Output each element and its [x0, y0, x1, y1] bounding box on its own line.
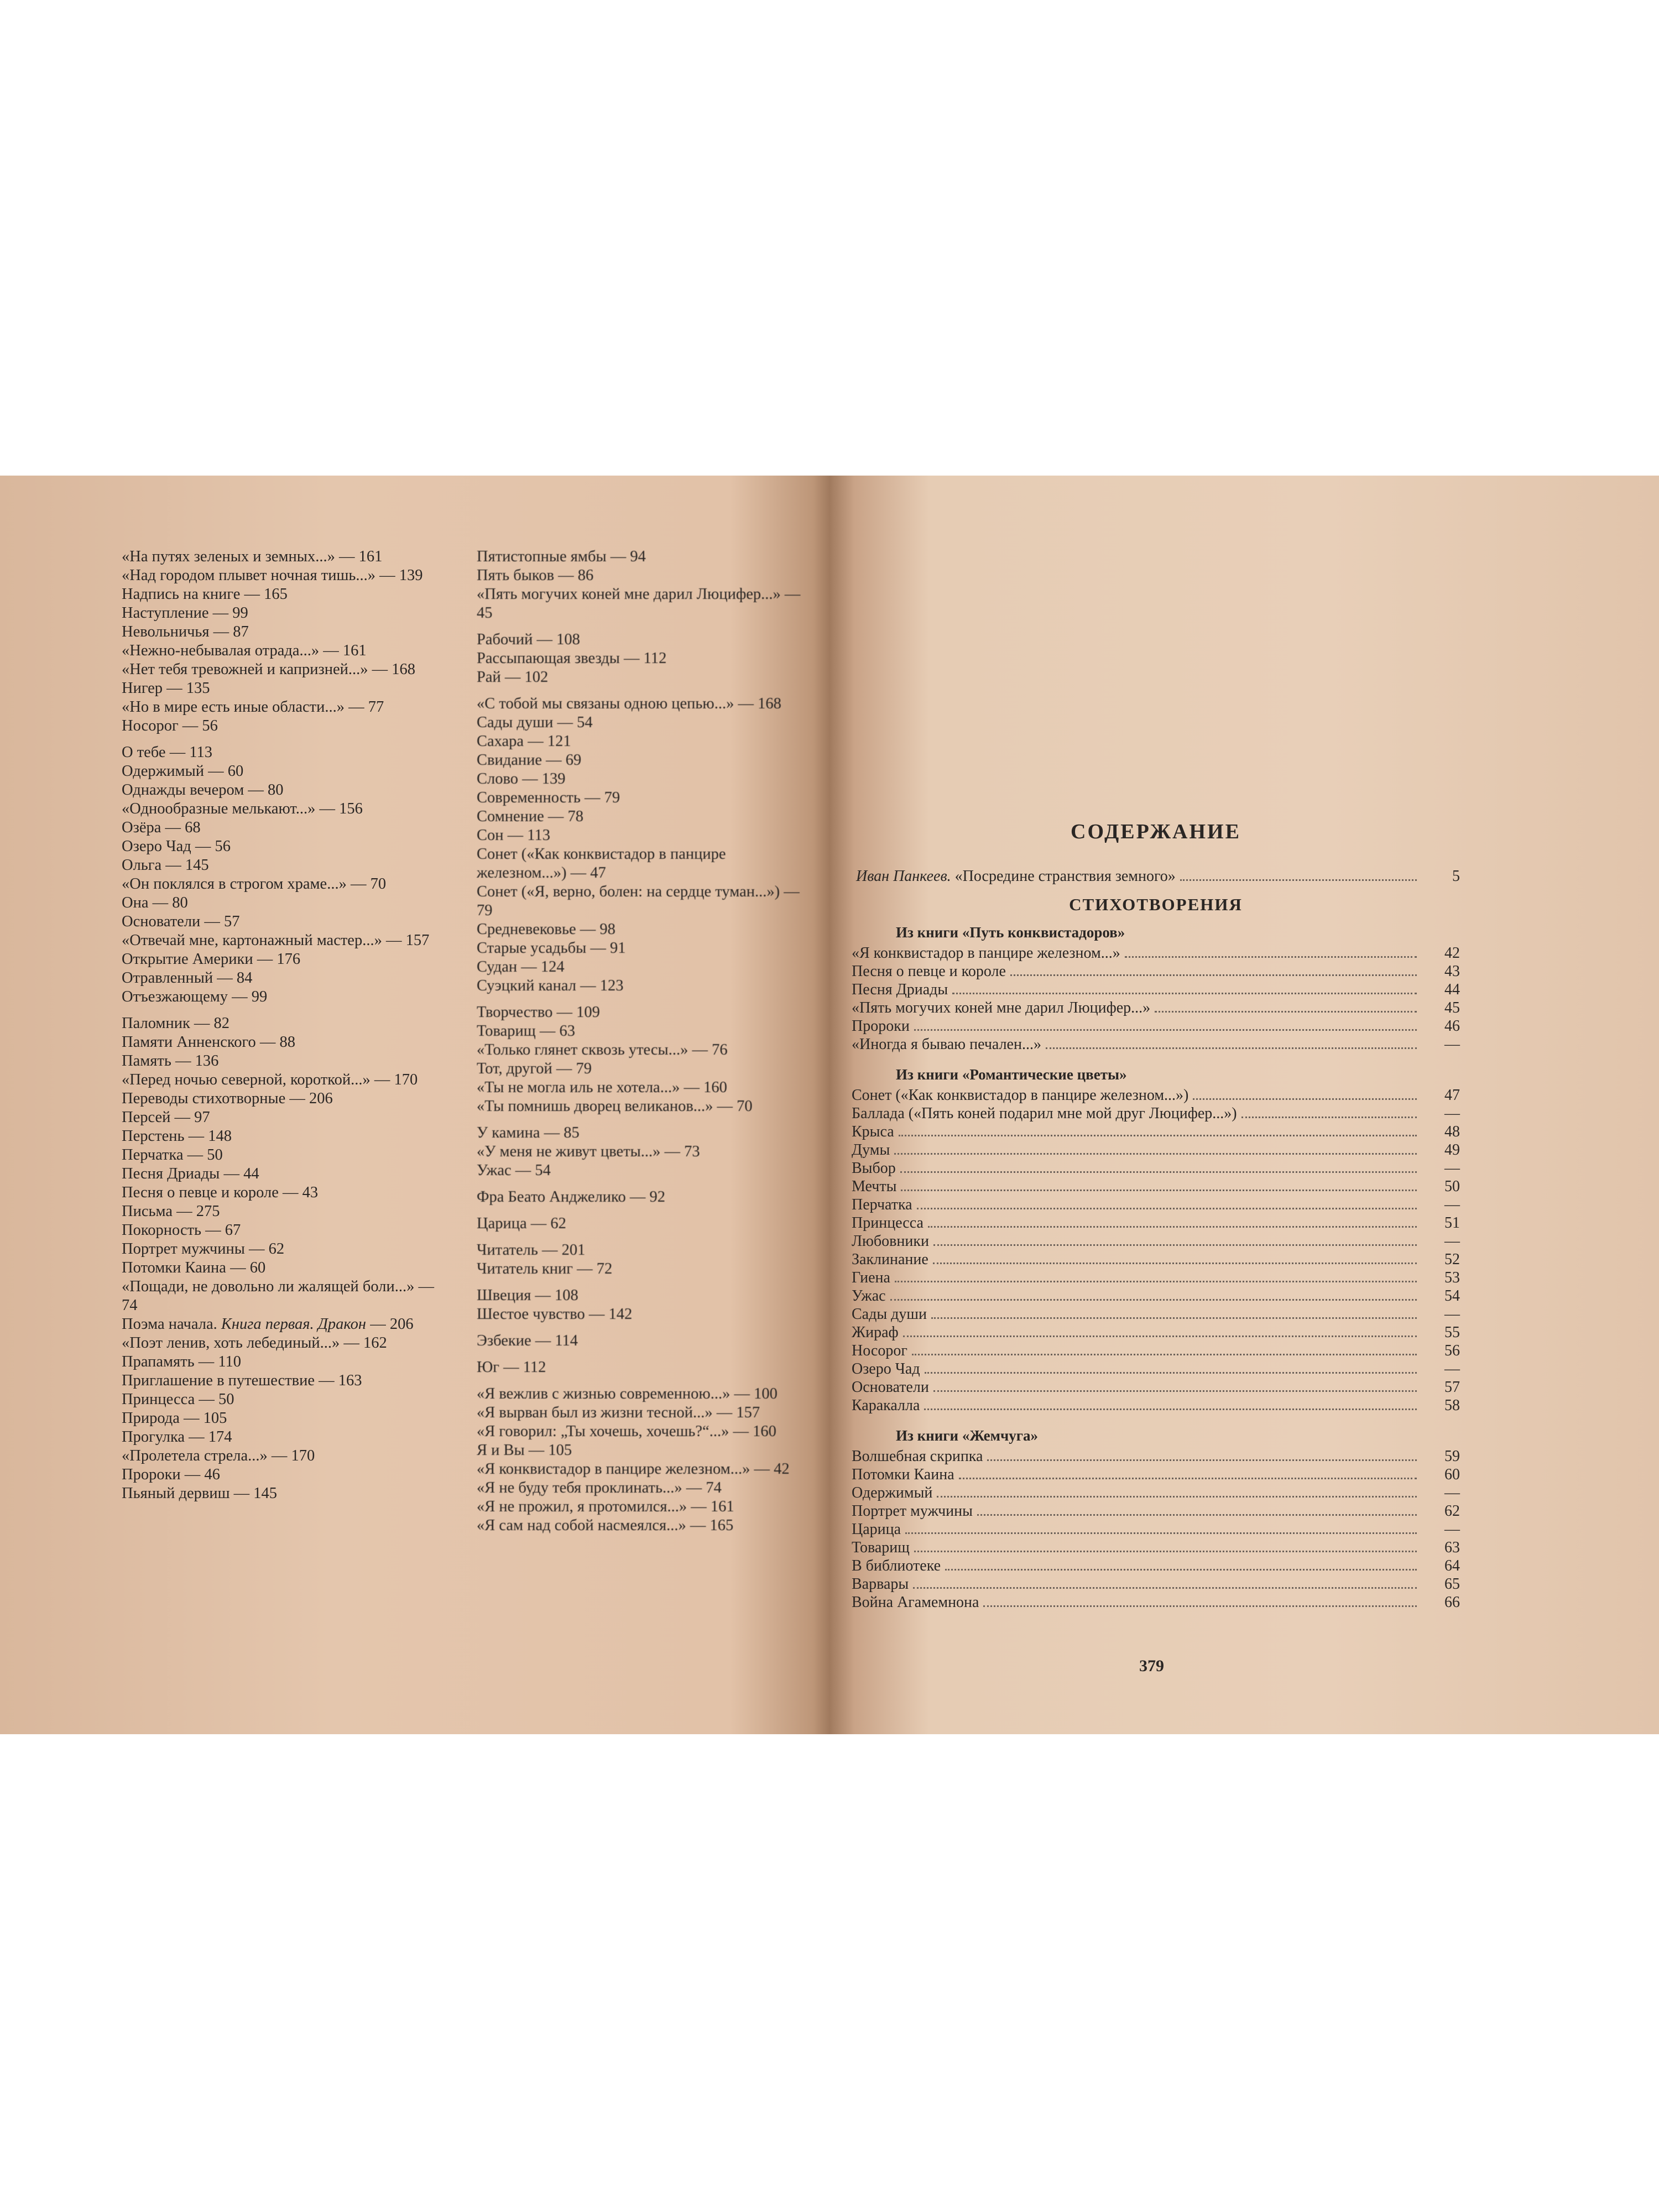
- toc-entry-title: Заклинание: [852, 1251, 928, 1268]
- index-entry: Читатель книг — 72: [477, 1260, 613, 1277]
- index-entry: Сон — 113: [477, 827, 550, 844]
- dot-leader: [987, 1459, 1417, 1461]
- index-column-1: [122, 547, 453, 1503]
- toc-entry-page: —: [1444, 1160, 1460, 1177]
- toc-entry-page: 54: [1444, 1287, 1460, 1305]
- toc-entry: [852, 1017, 1460, 1035]
- toc-intro-entry: [852, 867, 1460, 885]
- index-entry: Озеро Чад — 56: [122, 838, 231, 855]
- dot-leader: [937, 1496, 1417, 1498]
- dot-leader: [890, 1299, 1417, 1301]
- index-entry: «Я не буду тебя проклинать...» — 74: [477, 1479, 722, 1496]
- contents-list: [852, 867, 1460, 1611]
- dot-leader: [913, 1587, 1417, 1589]
- index-entry: [122, 1315, 453, 1334]
- index-entry: Средневековье — 98: [477, 921, 615, 938]
- toc-entry-title: Жираф: [852, 1324, 899, 1341]
- toc-entry-title: Сады души: [852, 1306, 927, 1323]
- toc-entry: [852, 962, 1460, 980]
- toc-entry: [852, 1520, 1460, 1538]
- toc-entry: [852, 1593, 1460, 1611]
- index-entry: Эзбекие — 114: [477, 1332, 578, 1349]
- index-entry: Пророки — 46: [122, 1466, 220, 1483]
- index-entry: Фра Беато Анджелико — 92: [477, 1188, 665, 1206]
- dot-leader: [933, 1244, 1417, 1246]
- index-entry: Творчество — 109: [477, 1004, 600, 1021]
- toc-entry: [852, 1177, 1460, 1196]
- index-entry: «Отвечай мне, картонажный мастер...» — 157: [122, 932, 430, 949]
- toc-entry-page: 49: [1444, 1141, 1460, 1159]
- toc-entry-title: Гиена: [852, 1269, 890, 1286]
- dot-leader: [899, 1135, 1417, 1136]
- toc-entry-title: Каракалла: [852, 1397, 920, 1414]
- right-page-contents: [852, 476, 1659, 1734]
- index-entry: Судан — 124: [477, 958, 565, 975]
- toc-entry: [852, 1378, 1460, 1396]
- index-entry: Основатели — 57: [122, 913, 240, 930]
- book-heading: Из книги «Жемчуга»: [896, 1427, 1039, 1444]
- index-entry: Одержимый — 60: [122, 763, 244, 780]
- index-entry: «Перед ночью северной, короткой...» — 170: [122, 1071, 418, 1088]
- toc-entry-title: Песня Дриады: [852, 981, 948, 998]
- toc-entry-page: 65: [1444, 1575, 1460, 1593]
- dot-leader: [912, 1354, 1417, 1355]
- toc-entry-title: Одержимый: [852, 1484, 933, 1501]
- index-entry: Нигер — 135: [122, 680, 210, 697]
- index-entry: Шестое чувство — 142: [477, 1306, 633, 1323]
- index-entry: Письма — 275: [122, 1203, 220, 1220]
- index-entry: «Он поклялся в строгом храме...» — 70: [122, 875, 387, 893]
- toc-entry-page: 64: [1444, 1557, 1460, 1574]
- index-entry: «Ты помнишь дворец великанов...» — 70: [477, 1098, 753, 1115]
- index-entry: «На путях зеленых и земных...» — 161: [122, 548, 383, 565]
- index-entry: Швеция — 108: [477, 1287, 578, 1304]
- toc-entry-title: Ужас: [852, 1287, 886, 1305]
- toc-entry-title: Волшебная скрипка: [852, 1448, 983, 1465]
- index-entry: Сахара — 121: [477, 733, 571, 750]
- toc-entry-title: Портрет мужчины: [852, 1503, 973, 1520]
- toc-entry-title: Озеро Чад: [852, 1360, 920, 1378]
- toc-entry: [852, 1575, 1460, 1593]
- books-container: [852, 924, 1460, 1611]
- toc-entry: [852, 1502, 1460, 1520]
- index-entry: Слово — 139: [477, 770, 566, 787]
- index-entry: Озёра — 68: [122, 819, 201, 836]
- contents-title: СОДЕРЖАНИЕ: [1071, 820, 1241, 843]
- index-entry: «Нет тебя тревожней и капризней...» — 168: [122, 661, 416, 678]
- index-entry: Рай — 102: [477, 669, 549, 686]
- toc-entry-page: 44: [1444, 981, 1460, 998]
- dot-leader: [924, 1408, 1417, 1410]
- index-entry: Природа — 105: [122, 1410, 227, 1427]
- dot-leader: [933, 1262, 1417, 1264]
- index-entry: Отравленный — 84: [122, 969, 253, 987]
- index-entry: Перстень — 148: [122, 1128, 232, 1145]
- index-entry: «Ты не могла иль не хотела...» — 160: [477, 1079, 727, 1096]
- toc-entry-title: Основатели: [852, 1379, 929, 1396]
- toc-entry-page: 59: [1444, 1448, 1460, 1465]
- index-entry: «Пощади, не довольно ли жалящей боли...» — 74: [122, 1278, 435, 1314]
- toc-entry-page: 60: [1444, 1466, 1460, 1483]
- index-entry: Паломник — 82: [122, 1015, 230, 1032]
- dot-leader: [959, 1478, 1417, 1479]
- book-heading: Из книги «Путь конквистадоров»: [896, 924, 1125, 941]
- dot-leader: [1010, 974, 1417, 976]
- index-entry: «Пять могучих коней мне дарил Люцифер...» — 45: [477, 586, 801, 622]
- index-entry: Ольга — 145: [122, 857, 209, 874]
- toc-entry: [852, 1323, 1460, 1342]
- intro-page: 5: [1452, 868, 1460, 885]
- toc-entry: [852, 1196, 1460, 1214]
- toc-entry-page: —: [1444, 1233, 1460, 1250]
- intro-title: «Посредине странствия земного»: [951, 868, 1176, 885]
- toc-entry-title: Любовники: [852, 1233, 929, 1250]
- toc-entry-page: 52: [1444, 1251, 1460, 1268]
- index-entry-part: Поэма начала.: [122, 1316, 221, 1333]
- toc-entry-page: 48: [1444, 1123, 1460, 1140]
- left-page-index: [0, 476, 843, 1734]
- toc-entry-page: —: [1444, 1484, 1460, 1501]
- toc-entry-title: Пророки: [852, 1018, 910, 1035]
- index-entry: Потомки Каина — 60: [122, 1259, 266, 1276]
- index-entry: Современность — 79: [477, 789, 620, 806]
- index-entry: Рассыпающая звезды — 112: [477, 650, 667, 667]
- index-entry: Невольничья — 87: [122, 623, 249, 640]
- index-entry: Тот, другой — 79: [477, 1060, 592, 1077]
- dot-leader: [1180, 879, 1417, 881]
- dot-leader: [914, 1551, 1417, 1552]
- toc-entry: [852, 944, 1460, 962]
- dot-leader: [983, 1605, 1417, 1607]
- dot-leader: [952, 993, 1417, 994]
- index-entry: «Я не прожил, я протомился...» — 161: [477, 1498, 734, 1515]
- toc-entry: [852, 1447, 1460, 1465]
- index-entry: Портрет мужчины — 62: [122, 1240, 285, 1258]
- toc-entry: [852, 1086, 1460, 1104]
- index-entry: «У меня не живут цветы...» — 73: [477, 1143, 700, 1160]
- toc-entry-title: Носорог: [852, 1342, 907, 1359]
- dot-leader: [977, 1514, 1417, 1516]
- dot-leader: [928, 1226, 1417, 1228]
- toc-entry: [852, 1484, 1460, 1502]
- toc-entry: [852, 1360, 1460, 1378]
- dot-leader: [917, 1208, 1417, 1209]
- toc-entry-title: Товарищ: [852, 1539, 910, 1556]
- dot-leader: [914, 1029, 1417, 1031]
- index-entry: Открытие Америки — 176: [122, 951, 301, 968]
- index-entry: Носорог — 56: [122, 717, 218, 734]
- index-entry: Сомнение — 78: [477, 808, 584, 825]
- dot-leader: [894, 1153, 1417, 1155]
- index-entry: «Я конквистадор в панцире железном...» — 42: [477, 1460, 790, 1478]
- toc-entry: [852, 1557, 1460, 1575]
- toc-entry-page: 43: [1444, 963, 1460, 980]
- index-entry: «Но в мире есть иные области...» — 77: [122, 698, 384, 716]
- toc-entry: [852, 1396, 1460, 1415]
- index-entry: Памяти Анненского — 88: [122, 1034, 295, 1051]
- index-entry: Персей — 97: [122, 1109, 210, 1126]
- index-entry-part: — 206: [366, 1316, 414, 1333]
- index-entry: «Над городом плывет ночная тишь...» — 139: [122, 567, 423, 584]
- index-entry: Пять быков — 86: [477, 567, 594, 584]
- index-entry: Суэцкий канал — 123: [477, 977, 624, 994]
- toc-entry-title: Варвары: [852, 1575, 909, 1593]
- toc-entry-page: —: [1444, 1306, 1460, 1323]
- toc-entry: [852, 1141, 1460, 1159]
- intro-author: Иван Панкеев.: [856, 868, 951, 885]
- index-entry: «Только глянет сквозь утесы...» — 76: [477, 1041, 728, 1058]
- toc-entry: [852, 1538, 1460, 1557]
- section-title: СТИХОТВОРЕНИЯ: [1069, 895, 1243, 914]
- toc-entry-page: 62: [1444, 1503, 1460, 1520]
- toc-entry-title: Мечты: [852, 1178, 897, 1195]
- toc-entry-title: Перчатка: [852, 1196, 912, 1213]
- toc-entry-title: Песня о певце и короле: [852, 963, 1006, 980]
- dot-leader: [905, 1532, 1417, 1534]
- index-entry: Прапамять — 110: [122, 1353, 242, 1370]
- toc-entry: [852, 1123, 1460, 1141]
- toc-entry-title: Баллада («Пять коней подарил мне мой друг Люцифер...»): [852, 1105, 1237, 1122]
- index-entry: Переводы стихотворные — 206: [122, 1090, 333, 1107]
- dot-leader: [900, 1171, 1417, 1173]
- toc-entry-page: 47: [1444, 1087, 1460, 1104]
- index-entry: «С тобой мы связаны одною цепью...» — 168: [477, 695, 781, 712]
- toc-entry: [852, 1232, 1460, 1250]
- toc-entry-title: В библиотеке: [852, 1557, 941, 1574]
- toc-entry: [852, 1269, 1460, 1287]
- toc-entry-title: Война Агамемнона: [852, 1594, 979, 1611]
- index-entry: «Нежно-небывалая отрада...» — 161: [122, 642, 367, 659]
- index-entry: «Я вырван был из жизни тесной...» — 157: [477, 1404, 760, 1421]
- dot-leader: [895, 1281, 1417, 1282]
- index-entry: «Я говорил: „Ты хочешь, хочешь?“...» — 160: [477, 1423, 776, 1440]
- toc-entry-page: —: [1444, 1521, 1460, 1538]
- dot-leader: [1193, 1098, 1417, 1100]
- index-column-2: [477, 547, 808, 1535]
- dot-leader: [931, 1317, 1417, 1319]
- dot-leader: [901, 1190, 1417, 1191]
- book-spread: [0, 476, 1659, 1734]
- index-entry: Царица — 62: [477, 1215, 566, 1232]
- index-entry: Юг — 112: [477, 1359, 546, 1376]
- book-heading: Из книги «Романтические цветы»: [896, 1066, 1127, 1083]
- toc-entry-page: 66: [1444, 1594, 1460, 1611]
- toc-entry-page: 45: [1444, 999, 1460, 1016]
- toc-entry-title: Выбор: [852, 1160, 896, 1177]
- index-entry: «Однообразные мелькают...» — 156: [122, 800, 363, 817]
- toc-entry-page: 58: [1444, 1397, 1460, 1414]
- page-number: 379: [1139, 1657, 1164, 1675]
- index-entry: Рабочий — 108: [477, 631, 580, 648]
- toc-entry: [852, 1214, 1460, 1232]
- toc-entry: [852, 1342, 1460, 1360]
- toc-entry-title: «Пять могучих коней мне дарил Люцифер...»: [852, 999, 1151, 1016]
- toc-entry: [852, 1305, 1460, 1323]
- index-entry: Пьяный дервиш — 145: [122, 1485, 278, 1502]
- index-entry: Читатель — 201: [477, 1241, 586, 1259]
- index-entry: Товарищ — 63: [477, 1022, 575, 1040]
- toc-entry: [852, 980, 1460, 999]
- index-entry-part: Книга первая. Дракон: [221, 1316, 367, 1333]
- index-entry: Ужас — 54: [477, 1162, 551, 1179]
- dot-leader: [933, 1390, 1417, 1392]
- index-entry: Приглашение в путешествие — 163: [122, 1372, 362, 1389]
- index-entry: «Пролетела стрела...» — 170: [122, 1447, 315, 1464]
- index-entry: Она — 80: [122, 894, 188, 911]
- toc-entry: [852, 1035, 1460, 1053]
- index-entry: Покорность — 67: [122, 1222, 241, 1239]
- dot-leader: [945, 1569, 1417, 1571]
- toc-entry-page: 55: [1444, 1324, 1460, 1341]
- index-entry: Сады души — 54: [477, 714, 593, 731]
- toc-entry: [852, 1465, 1460, 1484]
- toc-entry-page: —: [1444, 1196, 1460, 1213]
- toc-entry-page: 57: [1444, 1379, 1460, 1396]
- toc-entry-title: «Иногда я бываю печален...»: [852, 1036, 1041, 1053]
- toc-entry-title: «Я конквистадор в панцире железном...»: [852, 945, 1120, 962]
- index-entry: Надпись на книге — 165: [122, 586, 288, 603]
- toc-entry: [852, 1287, 1460, 1305]
- toc-entry: [852, 1104, 1460, 1123]
- toc-entry-page: 50: [1444, 1178, 1460, 1195]
- toc-entry-title: Царица: [852, 1521, 901, 1538]
- toc-entry-page: —: [1444, 1036, 1460, 1053]
- dot-leader: [925, 1372, 1417, 1374]
- index-entry: Перчатка — 50: [122, 1146, 223, 1164]
- index-entry: О тебе — 113: [122, 744, 213, 761]
- index-entry: Сонет («Я, верно, болен: на сердце туман...») — 79: [477, 883, 800, 919]
- toc-entry-title: Принцесса: [852, 1214, 924, 1232]
- dot-leader: [1155, 1011, 1417, 1013]
- index-entry: Пятистопные ямбы — 94: [477, 548, 646, 565]
- index-entry: Однажды вечером — 80: [122, 781, 284, 799]
- index-entry: Принцесса — 50: [122, 1391, 234, 1408]
- toc-entry-page: —: [1444, 1105, 1460, 1122]
- index-entry: Наступление — 99: [122, 604, 248, 622]
- toc-entry-title: Потомки Каина: [852, 1466, 954, 1483]
- toc-entry-title: Крыса: [852, 1123, 894, 1140]
- toc-entry-title: Думы: [852, 1141, 890, 1159]
- index-entry: Старые усадьбы — 91: [477, 940, 626, 957]
- toc-entry-page: 53: [1444, 1269, 1460, 1286]
- toc-entry: [852, 1159, 1460, 1177]
- index-entry: Отъезжающему — 99: [122, 988, 268, 1005]
- index-entry: У камина — 85: [477, 1124, 580, 1141]
- dot-leader: [1046, 1047, 1417, 1049]
- index-entry: «Я сам над собой насмеялся...» — 165: [477, 1517, 734, 1534]
- index-entry: «Я вежлив с жизнью современною...» — 100: [477, 1385, 778, 1402]
- toc-entry-page: 56: [1444, 1342, 1460, 1359]
- toc-entry-page: 46: [1444, 1018, 1460, 1035]
- index-entry: Песня о певце и короле — 43: [122, 1184, 319, 1201]
- dot-leader: [903, 1335, 1417, 1337]
- dot-leader: [1241, 1117, 1417, 1118]
- toc-entry: [852, 999, 1460, 1017]
- index-entry: Память — 136: [122, 1052, 219, 1070]
- index-entry: «Поэт ленив, хоть лебединый...» — 162: [122, 1334, 387, 1352]
- toc-entry-page: 51: [1444, 1214, 1460, 1232]
- index-entry: Песня Дриады — 44: [122, 1165, 259, 1182]
- toc-entry-page: —: [1444, 1360, 1460, 1378]
- index-entry: Свидание — 69: [477, 752, 582, 769]
- index-entry: Я и Вы — 105: [477, 1442, 572, 1459]
- toc-entry-page: 63: [1444, 1539, 1460, 1556]
- index-entry: Сонет («Как конквистадор в панцире железном...») — 47: [477, 846, 726, 881]
- toc-entry-title: Сонет («Как конквистадор в панцире железном...»): [852, 1087, 1189, 1104]
- index-entry: Прогулка — 174: [122, 1428, 232, 1446]
- toc-entry-page: 42: [1444, 945, 1460, 962]
- dot-leader: [1125, 956, 1417, 958]
- toc-entry: [852, 1250, 1460, 1269]
